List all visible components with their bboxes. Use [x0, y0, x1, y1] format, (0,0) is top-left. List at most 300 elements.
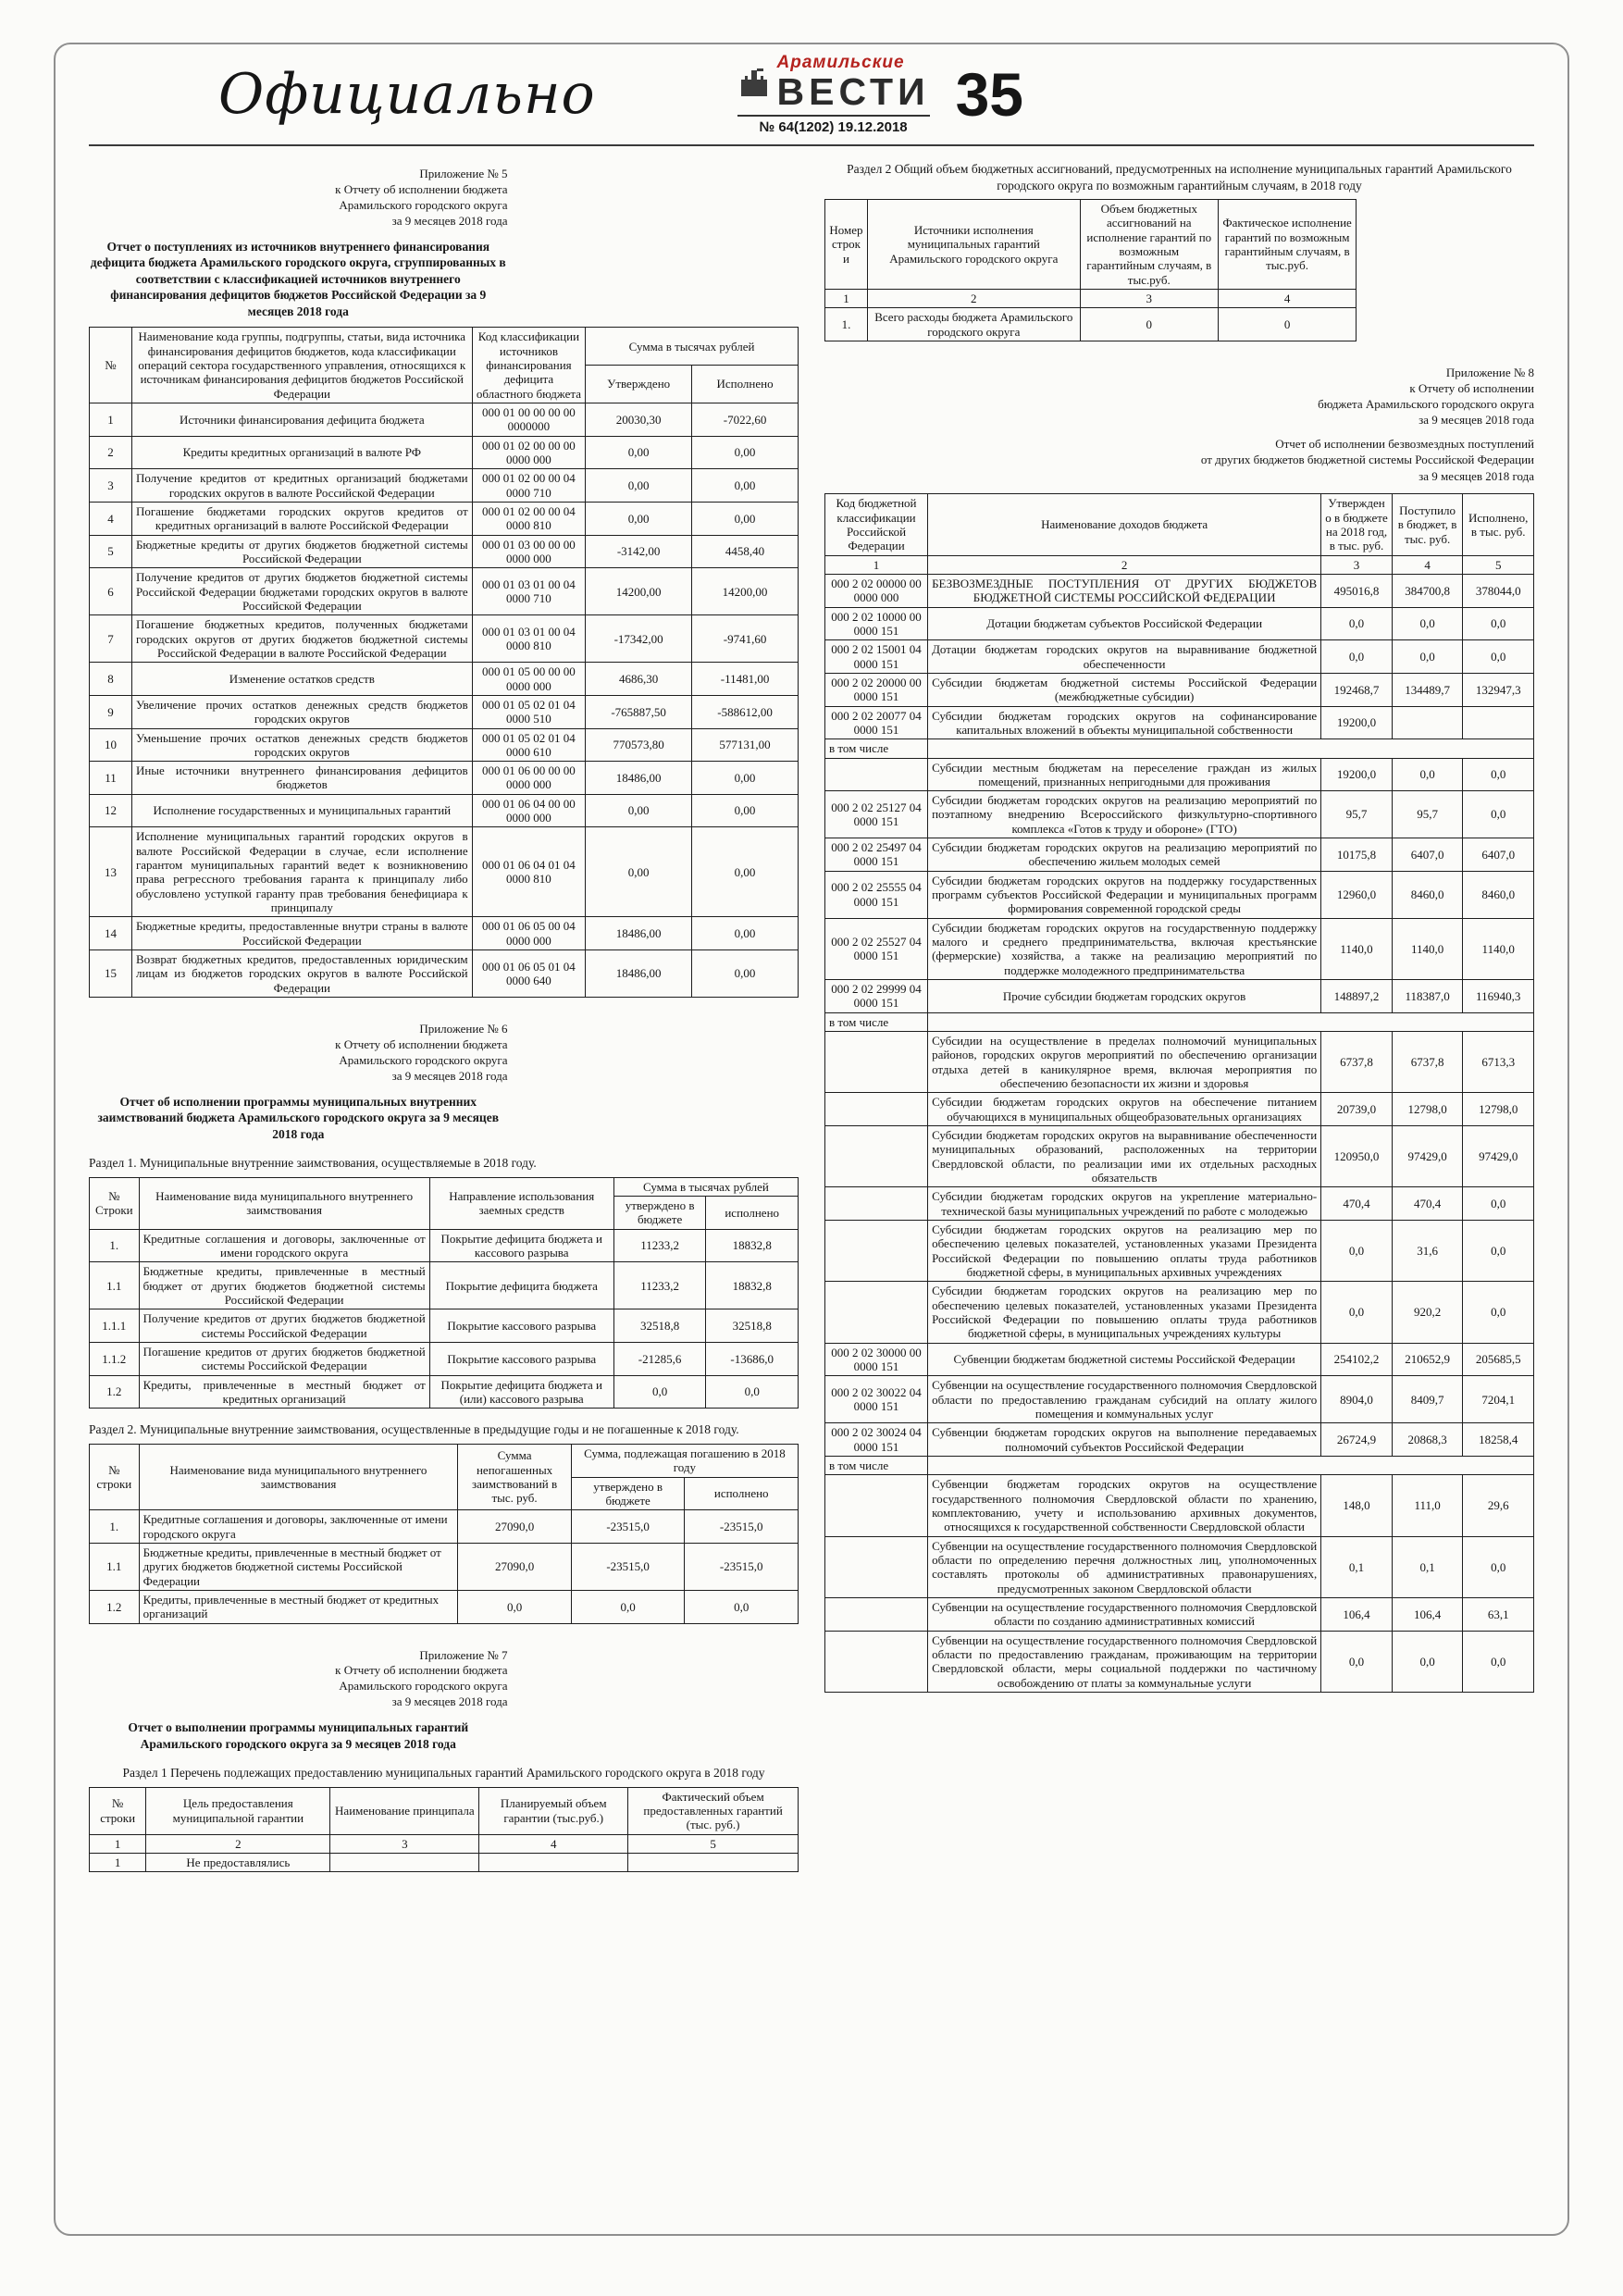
- table-cell: 1.2: [90, 1375, 140, 1409]
- table-header-cell: Поступило в бюджет, в тыс. руб.: [1392, 494, 1463, 555]
- table-cell: [825, 1093, 928, 1126]
- table-cell: 63,1: [1463, 1597, 1534, 1631]
- table-row: [90, 917, 799, 950]
- table-header-cell: Фактическое исполнение гарантий по возможным гарантийным случаям, в тыс.руб.: [1218, 200, 1356, 290]
- table-cell: 18486,00: [586, 917, 692, 950]
- table-cell: 0,00: [586, 469, 692, 503]
- table-cell: в том числе: [825, 1456, 928, 1474]
- table-cell: 10: [90, 728, 132, 762]
- table-cell: 0,0: [1463, 640, 1534, 674]
- table-cell: 1.1.2: [90, 1343, 140, 1376]
- table-cell: 1: [90, 1854, 146, 1872]
- table-row: [90, 502, 799, 535]
- table-cell: 12798,0: [1392, 1093, 1463, 1126]
- table-cell: 205685,5: [1463, 1343, 1534, 1376]
- text-line: Арамильского городского округа: [339, 1052, 508, 1067]
- table-cell: Субсидии бюджетам городских округов на реализацию мер по обеспечению целевых показателей, установленных указами Президента Российской Федерации по повышению оплаты труда работников бюджетной сферы, в муниципальных учреждениях культуры: [928, 1282, 1321, 1343]
- report7-section1-heading: Раздел 1 Перечень подлежащих предоставлению муниципальных гарантий Арамильского городского округа в 2018 году: [122, 1766, 765, 1781]
- table-cell: Субсидии бюджетам городских округов на государственную поддержку малого и среднего предпринимательства, включая крестьянские (фермерские) хозяйства, а также на реализацию мероприятий по поддержке молодежного предпринимательства: [928, 918, 1321, 979]
- table-row: [90, 1375, 799, 1409]
- table-cell: 0,00: [692, 762, 799, 795]
- table-cell: Субвенции на осуществление государственного полномочия Свердловской области по предоставлению гражданам, проживающим на территории Свердловской области, меры социальной поддержки по частичному освобождению от платы за коммунальные услуги: [928, 1631, 1321, 1692]
- table-header-row: [825, 494, 1534, 555]
- report6-section1-heading: Раздел 1. Муниципальные внутренние заимствования, осуществляемые в 2018 году.: [89, 1156, 537, 1171]
- table-row: [90, 436, 799, 469]
- table-row: [90, 1229, 799, 1262]
- table-cell: 120950,0: [1321, 1126, 1393, 1187]
- table-row: [825, 758, 1534, 791]
- table-cell: Получение кредитов от других бюджетов бюджетной системы Российской Федерации: [139, 1309, 429, 1343]
- left-column: [89, 161, 799, 1872]
- table-cell: 8460,0: [1463, 871, 1534, 918]
- table-cell: 000 01 05 02 01 04 0000 610: [472, 728, 586, 762]
- table-cell: 0,0: [1321, 1631, 1393, 1692]
- table-cell: [825, 1032, 928, 1093]
- table-cell: [1463, 706, 1534, 739]
- table-header-cell: Исполнено, в тыс. руб.: [1463, 494, 1534, 555]
- table-cell: -23515,0: [571, 1543, 685, 1590]
- right-column: [824, 161, 1534, 1693]
- table-cell: Субсидии бюджетам бюджетной системы Российской Федерации (межбюджетные субсидии): [928, 673, 1321, 706]
- table-cell: 0,0: [571, 1590, 685, 1623]
- table-cell: Покрытие дефицита бюджета: [429, 1262, 613, 1309]
- table-cell: Кредиты кредитных организаций в валюте РФ: [131, 436, 472, 469]
- table-cell: 470,4: [1321, 1187, 1393, 1221]
- table-cell: 0,00: [586, 502, 692, 535]
- table-cell: 2: [867, 290, 1080, 308]
- table-row: [825, 1032, 1534, 1093]
- text-line: за 9 месяцев 2018 года: [1419, 468, 1534, 483]
- table-cell: 192468,7: [1321, 673, 1393, 706]
- table-cell: 8: [90, 663, 132, 696]
- table-cell: 1: [90, 403, 132, 436]
- table-cell: Субсидии бюджетам городских округов на поддержку государственных программ субъектов Российской Федерации и муниципальных программ формирования современной городской среды: [928, 871, 1321, 918]
- table-cell: Дотации бюджетам субъектов Российской Федерации: [928, 607, 1321, 640]
- table-cell: Субсидии на осуществление в пределах полномочий муниципальных районов, городских округов мероприятий по обеспечению организации отдыха детей в каникулярное время, включая мероприятия по обеспечению безопасности их жизни и здоровья: [928, 1032, 1321, 1093]
- table-row: [825, 1126, 1534, 1187]
- table-cell: [825, 1282, 928, 1343]
- text-line: от других бюджетов бюджетной системы Российской Федерации: [1200, 453, 1534, 467]
- table-cell: [825, 1536, 928, 1597]
- table-header-cell: утверждено в бюджете: [613, 1197, 706, 1230]
- annex6-note: [89, 1022, 508, 1085]
- table-header-cell: утверждено в бюджете: [571, 1477, 685, 1510]
- table-cell: Субсидии бюджетам городских округов на реализацию мероприятий по обеспечению жильем молодых семей: [928, 838, 1321, 872]
- table-header-cell: Сумма в тысячах рублей: [613, 1177, 798, 1196]
- table-header-cell: Номер строки: [825, 200, 868, 290]
- table-cell: Бюджетные кредиты, предоставленные внутри страны в валюте Российской Федерации: [131, 917, 472, 950]
- table-cell: 000 2 02 25127 04 0000 151: [825, 791, 928, 838]
- table-cell: 4: [479, 1834, 628, 1853]
- table-cell: 18258,4: [1463, 1423, 1534, 1457]
- table-cell: 32518,8: [706, 1309, 799, 1343]
- deficit-financing-sources-table: [89, 327, 799, 998]
- table-cell: 1.: [90, 1229, 140, 1262]
- table-cell: 5: [90, 535, 132, 568]
- table-header-cell: Код классификации источников финансирования дефицита областного бюджета: [472, 328, 586, 403]
- table-row: [825, 290, 1357, 308]
- table-cell: 000 01 05 02 01 04 0000 510: [472, 695, 586, 728]
- table-header-row: [90, 1177, 799, 1196]
- table-header-cell: Источники исполнения муниципальных гарантий Арамильского городского округа: [867, 200, 1080, 290]
- table-cell: 0: [1080, 308, 1218, 341]
- text-line: Приложение № 6: [419, 1022, 508, 1036]
- table-cell: [928, 1012, 1534, 1031]
- table-header-cell: № строки: [90, 1787, 146, 1834]
- table-cell: Покрытие дефицита бюджета и кассового разрыва: [429, 1229, 613, 1262]
- table-cell: БЕЗВОЗМЕЗДНЫЕ ПОСТУПЛЕНИЯ ОТ ДРУГИХ БЮДЖЕТОВ БЮДЖЕТНОЙ СИСТЕМЫ РОССИЙСКОЙ ФЕДЕРАЦИИ: [928, 574, 1321, 607]
- table-cell: Погашение кредитов от других бюджетов бюджетной системы Российской Федерации: [139, 1343, 429, 1376]
- table-header-cell: № строки: [90, 1444, 140, 1509]
- table-cell: 4: [1218, 290, 1356, 308]
- table-cell: Исполнение муниципальных гарантий городских округов в валюте Российской Федерации в случае, если исполнение гарантом муниципальных гарантий ведет к возникновению права регрессного требования гаранта к принципалу либо обусловлено уступкой гаранту прав требования бенефициара к принципалу: [131, 827, 472, 917]
- table-row: [825, 673, 1534, 706]
- text-line: Приложение № 7: [419, 1647, 508, 1662]
- table-cell: [330, 1854, 479, 1872]
- masthead-rule: [89, 144, 1534, 146]
- text-line: за 9 месяцев 2018 года: [391, 1068, 508, 1083]
- table-cell: 6713,3: [1463, 1032, 1534, 1093]
- table-cell: Получение кредитов от кредитных организаций бюджетами городских округов в валюте Российской Федерации: [131, 469, 472, 503]
- masthead-section-title: Официально: [218, 62, 596, 127]
- table-cell: 11233,2: [613, 1229, 706, 1262]
- table-row: [825, 1376, 1534, 1423]
- table-cell: Погашение бюджетных кредитов, полученных бюджетами городских округов от других бюджетов бюджетной системы Российской Федерации в валюте Российской Федерации: [131, 615, 472, 663]
- table-cell: Получение кредитов от других бюджетов бюджетной системы Российской Федерации бюджетами городских округов в валюте Российской Федерации: [131, 568, 472, 615]
- table-row: [90, 469, 799, 503]
- table-cell: 4: [1392, 555, 1463, 574]
- table-cell: 19200,0: [1321, 758, 1393, 791]
- gratuitous-receipts-table: [824, 493, 1534, 1693]
- table-cell: 32518,8: [613, 1309, 706, 1343]
- table-cell: 7: [90, 615, 132, 663]
- table-cell: Субсидии бюджетам городских округов на выравнивание обеспеченности муниципальных образований, расположенных на территории Свердловской области, по реализации ими их отдельных расходных обязательств: [928, 1126, 1321, 1187]
- table-cell: Субсидии местным бюджетам на переселение граждан из жилых помещений, признанных непригодными для проживания: [928, 758, 1321, 791]
- table-cell: [825, 1631, 928, 1692]
- crest-icon: [737, 68, 771, 97]
- table-cell: Кредиты, привлеченные в местный бюджет от кредитных организаций: [139, 1590, 458, 1623]
- table-cell: 4686,30: [586, 663, 692, 696]
- newspaper-brand: [737, 54, 930, 135]
- table-cell: 6407,0: [1463, 838, 1534, 872]
- text-line: Приложение № 5: [419, 167, 508, 180]
- table-cell: 0,0: [1463, 607, 1534, 640]
- table-cell: 000 2 02 30024 04 0000 151: [825, 1423, 928, 1457]
- table-row: [90, 827, 799, 917]
- table-cell: 3: [330, 1834, 479, 1853]
- table-row: [825, 980, 1534, 1013]
- table-cell: Субсидии бюджетам городских округов на реализацию мероприятий по поэтапному внедрению Всероссийского физкультурно-спортивного комплекса «Готов к труду и обороне» (ГТО): [928, 791, 1321, 838]
- table-row: [825, 706, 1534, 739]
- table-cell: 0,0: [706, 1375, 799, 1409]
- table-cell: 0,00: [586, 794, 692, 827]
- table-cell: 000 01 05 00 00 00 0000 000: [472, 663, 586, 696]
- table-cell: 11: [90, 762, 132, 795]
- table-cell: Субвенции бюджетам бюджетной системы Российской Федерации: [928, 1343, 1321, 1376]
- annex5-block: [89, 167, 508, 319]
- table-cell: 0: [1218, 308, 1356, 341]
- table-cell: 95,7: [1321, 791, 1393, 838]
- table-cell: Субвенции на осуществление государственного полномочия Свердловской области по определению перечня должностных лиц, уполномоченных составлять протоколы об административных правонарушениях, предусмотренных законом Свердловской области: [928, 1536, 1321, 1597]
- table-cell: 0,0: [685, 1590, 799, 1623]
- table-cell: 0,0: [1321, 640, 1393, 674]
- table-cell: 000 01 06 04 00 00 0000 000: [472, 794, 586, 827]
- table-cell: 111,0: [1392, 1475, 1463, 1536]
- table-cell: 118387,0: [1392, 980, 1463, 1013]
- table-header-cell: Сумма в тысячах рублей: [586, 328, 799, 366]
- table-cell: [479, 1854, 628, 1872]
- table-cell: 31,6: [1392, 1221, 1463, 1282]
- brand-row: [737, 54, 930, 111]
- table-cell: Изменение остатков средств: [131, 663, 472, 696]
- table-cell: -23515,0: [685, 1510, 799, 1544]
- table-cell: 770573,80: [586, 728, 692, 762]
- table-cell: 920,2: [1392, 1282, 1463, 1343]
- table-cell: Субсидии бюджетам городских округов на обеспечение питанием обучающихся в муниципальных общеобразовательных организациях: [928, 1093, 1321, 1126]
- brand-name-top: Арамильские: [776, 53, 905, 72]
- table-row: [90, 403, 799, 436]
- table-row: [90, 762, 799, 795]
- table-cell: 2: [90, 436, 132, 469]
- report8-title: [824, 436, 1534, 485]
- table-cell: Не предоставлялись: [146, 1854, 330, 1872]
- table-cell: 000 01 06 04 01 04 0000 810: [472, 827, 586, 917]
- table-cell: 1: [90, 1834, 146, 1853]
- masthead: [89, 54, 1023, 135]
- table-row: [825, 739, 1534, 758]
- table-cell: 4: [90, 502, 132, 535]
- table-cell: Субвенции на осуществление государственного полномочия Свердловской области по предоставлению гражданам субсидий на оплату жилого помещения и коммунальных услуг: [928, 1376, 1321, 1423]
- table-cell: 6407,0: [1392, 838, 1463, 872]
- table-cell: Иные источники внутреннего финансирования дефицитов бюджетов: [131, 762, 472, 795]
- table-cell: 000 01 02 00 00 04 0000 810: [472, 502, 586, 535]
- table-header-cell: Наименование доходов бюджета: [928, 494, 1321, 555]
- table-cell: Субсидии бюджетам городских округов на реализацию мер по обеспечению целевых показателей, установленных указами Президента Российской Федерации по повышению оплаты труда работников бюджетной сферы, в муниципальных архивных учреждениях: [928, 1221, 1321, 1282]
- table-header-cell: Наименование кода группы, подгруппы, статьи, вида источника финансирования дефицитов бюджетов, кода классификации операций сектора государственного управления, относящихся к источникам финансирования дефицитов бюджетов Российской Федерации: [131, 328, 472, 403]
- table-cell: Покрытие кассового разрыва: [429, 1309, 613, 1343]
- table-cell: [825, 1597, 928, 1631]
- table-header-cell: Утверждено в бюджете на 2018 год, в тыс. руб.: [1321, 494, 1393, 555]
- table-cell: 13: [90, 827, 132, 917]
- table-row: [825, 1282, 1534, 1343]
- table-cell: 000 2 02 10000 00 0000 151: [825, 607, 928, 640]
- table-cell: Бюджетные кредиты, привлеченные в местный бюджет от других бюджетов бюджетной системы Российской Федерации: [139, 1543, 458, 1590]
- table-row: [825, 871, 1534, 918]
- table-header-cell: Направление использования заемных средств: [429, 1177, 613, 1229]
- table-cell: 000 2 02 25527 04 0000 151: [825, 918, 928, 979]
- table-cell: 000 01 02 00 00 00 0000 000: [472, 436, 586, 469]
- table-row: [825, 1423, 1534, 1457]
- table-header-cell: исполнено: [685, 1477, 799, 1510]
- table-cell: [825, 1221, 928, 1282]
- table-cell: [825, 758, 928, 791]
- table-cell: 000 2 02 30000 00 0000 151: [825, 1343, 928, 1376]
- text-line: Отчет об исполнении безвозмездных поступлений: [1275, 436, 1534, 451]
- table-row: [825, 555, 1534, 574]
- table-cell: [1392, 706, 1463, 739]
- table-row: [825, 1343, 1534, 1376]
- table-cell: 1.2: [90, 1590, 140, 1623]
- table-cell: 1: [825, 290, 868, 308]
- table-cell: 1.1: [90, 1262, 140, 1309]
- content-columns: [89, 161, 1534, 1872]
- table-cell: 19200,0: [1321, 706, 1393, 739]
- table-cell: 0,0: [1463, 1221, 1534, 1282]
- table-cell: 0,00: [692, 502, 799, 535]
- annex7-note: [89, 1648, 508, 1711]
- table-cell: 4458,40: [692, 535, 799, 568]
- table-cell: Кредиты, привлеченные в местный бюджет от кредитных организаций: [139, 1375, 429, 1409]
- table-row: [90, 1309, 799, 1343]
- table-cell: 0,00: [586, 436, 692, 469]
- table-cell: Возврат бюджетных кредитов, предоставленных юридическим лицам из бюджетов городских округов в валюте Российской Федерации: [131, 950, 472, 998]
- table-cell: 27090,0: [458, 1543, 572, 1590]
- table-cell: 9: [90, 695, 132, 728]
- table-cell: 0,0: [1463, 791, 1534, 838]
- table-cell: 577131,00: [692, 728, 799, 762]
- table-cell: 000 01 06 00 00 00 0000 000: [472, 762, 586, 795]
- guarantee-appropriations-table: [824, 199, 1357, 341]
- page-frame: [54, 43, 1569, 2236]
- table-cell: 0,0: [613, 1375, 706, 1409]
- table-header-row: [90, 1787, 799, 1834]
- table-cell: 384700,8: [1392, 574, 1463, 607]
- table-row: [90, 615, 799, 663]
- table-cell: 1.: [825, 308, 868, 341]
- table-cell: 132947,3: [1463, 673, 1534, 706]
- annex8-note: [824, 366, 1534, 428]
- table-header-cell: Код бюджетной классификации Российской Федерации: [825, 494, 928, 555]
- table-cell: 97429,0: [1392, 1126, 1463, 1187]
- table-cell: Бюджетные кредиты от других бюджетов бюджетной системы Российской Федерации: [131, 535, 472, 568]
- table-cell: -7022,60: [692, 403, 799, 436]
- table-cell: 1140,0: [1392, 918, 1463, 979]
- table-cell: -13686,0: [706, 1343, 799, 1376]
- table-cell: 0,0: [1321, 607, 1393, 640]
- table-row: [825, 1536, 1534, 1597]
- table-cell: [928, 1456, 1534, 1474]
- table-cell: 14200,00: [692, 568, 799, 615]
- table-header-cell: Цель предоставления муниципальной гарантии: [146, 1787, 330, 1834]
- table-cell: 1: [825, 555, 928, 574]
- table-cell: Субвенции бюджетам городских округов на выполнение передаваемых полномочий субъектов Российской Федерации: [928, 1423, 1321, 1457]
- table-cell: 0,00: [692, 436, 799, 469]
- table-row: [90, 1343, 799, 1376]
- table-cell: 0,0: [1392, 640, 1463, 674]
- text-line: за 9 месяцев 2018 года: [391, 213, 508, 228]
- table-row: [90, 728, 799, 762]
- table-header-cell: Наименование вида муниципального внутреннего заимствования: [139, 1444, 458, 1509]
- table-cell: 0,0: [1463, 1631, 1534, 1692]
- table-cell: 20030,30: [586, 403, 692, 436]
- table-header-cell: Наименование принципала: [330, 1787, 479, 1834]
- table-row: [825, 1475, 1534, 1536]
- table-cell: 6737,8: [1321, 1032, 1393, 1093]
- table-cell: Уменьшение прочих остатков денежных средств бюджетов городских округов: [131, 728, 472, 762]
- table-cell: -23515,0: [571, 1510, 685, 1544]
- table-row: [90, 568, 799, 615]
- table-cell: 29,6: [1463, 1475, 1534, 1536]
- table-cell: 000 2 02 25555 04 0000 151: [825, 871, 928, 918]
- table-row: [90, 1543, 799, 1590]
- table-cell: 6737,8: [1392, 1032, 1463, 1093]
- table-row: [825, 574, 1534, 607]
- borrowings-prior-years-table: [89, 1444, 799, 1624]
- table-row: [825, 838, 1534, 872]
- table-cell: 2: [146, 1834, 330, 1853]
- table-row: [825, 1631, 1534, 1692]
- table-cell: 0,00: [692, 469, 799, 503]
- table-cell: 0,0: [1321, 1221, 1393, 1282]
- table-cell: -3142,00: [586, 535, 692, 568]
- table-cell: Бюджетные кредиты, привлеченные в местный бюджет от других бюджетов бюджетной системы Российской Федерации: [139, 1262, 429, 1309]
- text-line: к Отчету об исполнении: [1409, 380, 1534, 395]
- brand-names: [777, 54, 930, 111]
- table-cell: 0,00: [692, 950, 799, 998]
- table-row: [90, 695, 799, 728]
- table-row: [825, 607, 1534, 640]
- table-cell: 1.1.1: [90, 1309, 140, 1343]
- table-cell: 5: [1463, 555, 1534, 574]
- report5-title: Отчет о поступлениях из источников внутреннего финансирования дефицита бюджета Арамильского городского округа, сгруппированных в соответствии с классификацией источников внутреннего финансирования дефицитов бюджетов Российской Федерации за 9 месяцев 2018 года: [90, 239, 506, 318]
- table-row: [90, 950, 799, 998]
- issue-date: № 64(1202) 19.12.2018: [737, 115, 930, 135]
- table-row: [90, 1854, 799, 1872]
- table-cell: 2: [928, 555, 1321, 574]
- table-row: [825, 308, 1357, 341]
- table-cell: 26724,9: [1321, 1423, 1393, 1457]
- table-row: [825, 1221, 1534, 1282]
- table-cell: Покрытие дефицита бюджета и (или) кассового разрыва: [429, 1375, 613, 1409]
- table-cell: 14: [90, 917, 132, 950]
- table-cell: 12960,0: [1321, 871, 1393, 918]
- brand-name-main: ВЕСТИ: [776, 70, 930, 113]
- table-row: [825, 1597, 1534, 1631]
- table-cell: Покрытие кассового разрыва: [429, 1343, 613, 1376]
- table-cell: 000 2 02 30022 04 0000 151: [825, 1376, 928, 1423]
- table-cell: 11233,2: [613, 1262, 706, 1309]
- table-cell: 27090,0: [458, 1510, 572, 1544]
- page-number: 35: [955, 60, 1023, 129]
- table-cell: 000 2 02 25497 04 0000 151: [825, 838, 928, 872]
- table-cell: Субвенции бюджетам городских округов на осуществление государственного полномочия Свердловской области по хранению, комплектованию, учету и использованию архивных документов, относящихся к государственной собственности Свердловской области: [928, 1475, 1321, 1536]
- table-cell: 18486,00: [586, 762, 692, 795]
- table-cell: 000 2 02 20077 04 0000 151: [825, 706, 928, 739]
- table-cell: 8904,0: [1321, 1376, 1393, 1423]
- table-cell: 0,0: [1463, 1536, 1534, 1597]
- table-header-cell: Фактический объем предоставленных гарантий (тыс. руб.): [628, 1787, 799, 1834]
- table-cell: Источники финансирования дефицита бюджета: [131, 403, 472, 436]
- table-cell: Всего расходы бюджета Арамильского городского округа: [867, 308, 1080, 341]
- table-cell: 148,0: [1321, 1475, 1393, 1536]
- table-cell: [928, 739, 1534, 758]
- table-cell: 000 01 03 01 00 04 0000 810: [472, 615, 586, 663]
- table-cell: 8409,7: [1392, 1376, 1463, 1423]
- table-cell: -11481,00: [692, 663, 799, 696]
- table-cell: Увеличение прочих остатков денежных средств бюджетов городских округов: [131, 695, 472, 728]
- table-cell: 1140,0: [1463, 918, 1534, 979]
- table-cell: 000 2 02 15001 04 0000 151: [825, 640, 928, 674]
- table-row: [825, 1187, 1534, 1221]
- table-cell: 1.: [90, 1510, 140, 1544]
- table-cell: 5: [628, 1834, 799, 1853]
- table-header-cell: Сумма, подлежащая погашению в 2018 году: [571, 1444, 798, 1477]
- text-line: Арамильского городского округа: [339, 1679, 508, 1694]
- table-cell: 495016,8: [1321, 574, 1393, 607]
- table-row: [90, 1510, 799, 1544]
- table-cell: 8460,0: [1392, 871, 1463, 918]
- table-cell: 0,0: [1392, 758, 1463, 791]
